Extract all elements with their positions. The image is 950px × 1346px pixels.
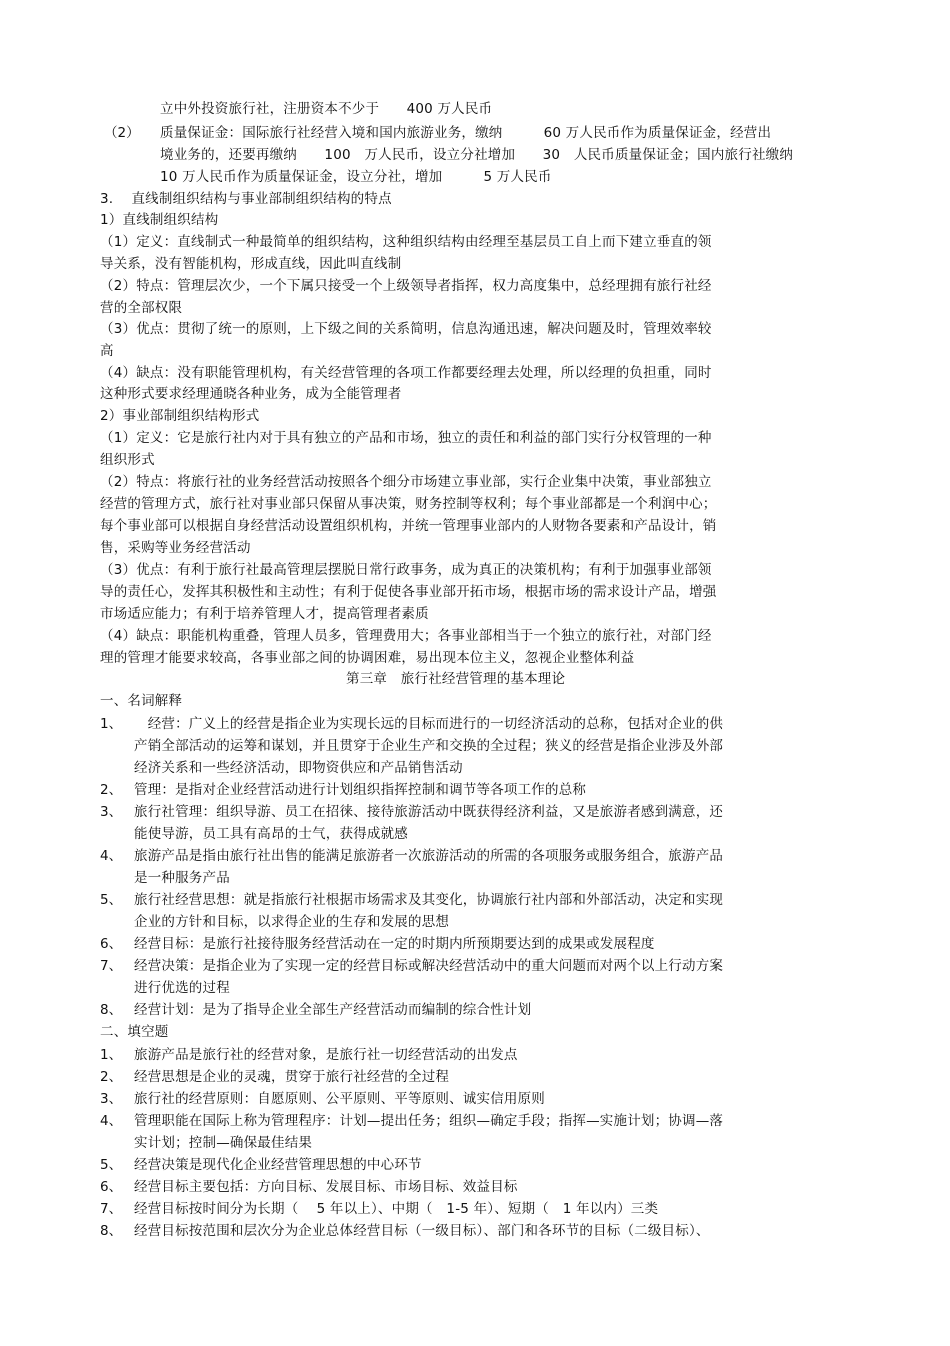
text-line: （1）定义：它是旅行社内对于具有独立的产品和市场，独立的责任和利益的部门实行分权管理的一种	[100, 430, 712, 446]
text-line: 组织形式	[100, 452, 155, 468]
text-line: 10 万人民币作为质量保证金，设立分社，增加 5 万人民币	[160, 169, 552, 185]
text-line: 营的全部权限	[100, 300, 183, 316]
text-line: 经营决策是现代化企业经营管理思想的中心环节	[134, 1157, 422, 1173]
text-line: 是一种服务产品	[134, 870, 230, 886]
text-line: 实计划；控制—确保最佳结果	[134, 1135, 313, 1151]
text-line: 旅行社管理：组织导游、员工在招徕、接待旅游活动中既获得经济利益，又是旅游者感到满意，还	[134, 804, 724, 820]
text-line: 经济关系和一些经济活动，即物资供应和产品销售活动	[134, 760, 463, 776]
text-line: 导关系，没有智能机构，形成直线，因此叫直线制	[100, 256, 402, 272]
text-line: （3）优点：有利于旅行社最高管理层摆脱日常行政事务，成为真正的决策机构；有利于加强事业部领	[100, 562, 712, 578]
text-line: 理的管理才能要求较高，各事业部之间的协调困难，易出现本位主义，忽视企业整体利益	[100, 650, 635, 666]
text-line: 市场适应能力；有利于培养管理人才，提高管理者素质	[100, 606, 429, 622]
item-number: 7、	[100, 1201, 123, 1217]
item-number: 2、	[100, 1069, 123, 1085]
text-line: 经营决策：是指企业为了实现一定的经营目标或解决经营活动中的重大问题而对两个以上行动方案	[134, 958, 724, 974]
text-line: 经营目标主要包括：方向目标、发展目标、市场目标、效益目标	[134, 1179, 518, 1195]
item-number: 5、	[100, 892, 123, 908]
text-line: 经营的管理方式，旅行社对事业部只保留从事决策，财务控制等权利；每个事业部都是一个利润中心；	[100, 496, 717, 512]
text-line: 旅游产品是旅行社的经营对象，是旅行社一切经营活动的出发点	[134, 1047, 518, 1063]
part-heading: 二、填空题	[100, 1024, 169, 1040]
text-line: 经营计划：是为了指导企业全部生产经营活动而编制的综合性计划	[134, 1002, 532, 1018]
chapter-title: 第三章 旅行社经营管理的基本理论	[346, 671, 566, 687]
item-number: 6、	[100, 1179, 123, 1195]
text-line: 导的责任心，发挥其积极性和主动性；有利于促使各事业部开拓市场，根据市场的需求设计产品，增强	[100, 584, 717, 600]
section-heading: 3. 直线制组织结构与事业部制组织结构的特点	[100, 191, 392, 207]
text-line: 经营思想是企业的灵魂，贯穿于旅行社经营的全过程	[134, 1069, 450, 1085]
text-line: 能使导游，员工具有高昂的士气，获得成就感	[134, 826, 408, 842]
item-number: 4、	[100, 1113, 123, 1129]
text-line: （2）特点：将旅行社的业务经营活动按照各个细分市场建立事业部，实行企业集中决策，事业部独立	[100, 474, 712, 490]
item-number: 2、	[100, 782, 123, 798]
item-number: 8、	[100, 1223, 123, 1239]
text-line: 管理：是指对企业经营活动进行计划组织指挥控制和调节等各项工作的总称	[134, 782, 587, 798]
text-line: （1）定义：直线制式一种最简单的组织结构，这种组织结构由经理至基层员工自上而下建立垂直的领	[100, 234, 712, 250]
part-heading: 一、名词解释	[100, 693, 183, 709]
item-number: 6、	[100, 936, 123, 952]
text-line: 经营目标：是旅行社接待服务经营活动在一定的时期内所预期要达到的成果或发展程度	[134, 936, 655, 952]
item-number: 7、	[100, 958, 123, 974]
text-line: 产销全部活动的运筹和谋划，并且贯穿于企业生产和交换的全过程；狭义的经营是指企业涉及外部	[134, 738, 724, 754]
text-line: 质量保证金：国际旅行社经营入境和国内旅游业务，缴纳 60 万人民币作为质量保证金，经营出	[160, 125, 772, 141]
text-line: 旅游产品是指由旅行社出售的能满足旅游者一次旅游活动的所需的各项服务或服务组合，旅游产品	[134, 848, 724, 864]
subsection-heading: 1）直线制组织结构	[100, 212, 219, 228]
item-number: 1、	[100, 716, 123, 732]
item-number: 3、	[100, 1091, 123, 1107]
text-line: 每个事业部可以根据自身经营活动设置组织机构，并统一管理事业部内的人财物各要素和产品设计，销	[100, 518, 717, 534]
text-line: 经营：广义上的经营是指企业为实现长远的目标而进行的一切经济活动的总称，包括对企业的供	[134, 716, 724, 732]
text-line: （3）优点：贯彻了统一的原则，上下级之间的关系简明，信息沟通迅速，解决问题及时，管理效率较	[100, 321, 712, 337]
text-line: 进行优选的过程	[134, 980, 230, 996]
text-line: 高	[100, 343, 114, 359]
text-line: 经营目标按时间分为长期（ 5 年以上）、中期（ 1-5 年）、短期（ 1 年以内）三类	[134, 1201, 659, 1217]
item-number: 4、	[100, 848, 123, 864]
text-line: 旅行社的经营原则：自愿原则、公平原则、平等原则、诚实信用原则	[134, 1091, 545, 1107]
text-line: 经营目标按范围和层次分为企业总体经营目标（一级目标）、部门和各环节的目标（二级目标）、	[134, 1223, 710, 1239]
item-number: （2）	[104, 125, 140, 141]
text-line: 企业的方针和目标，以求得企业的生存和发展的思想	[134, 914, 450, 930]
subsection-heading: 2）事业部制组织结构形式	[100, 408, 260, 424]
item-number: 1、	[100, 1047, 123, 1063]
text-line: 旅行社经营思想：就是指旅行社根据市场需求及其变化，协调旅行社内部和外部活动，决定和实现	[134, 892, 724, 908]
text-line: 立中外投资旅行社，注册资本不少于 400 万人民币	[160, 101, 493, 117]
text-line: 境业务的，还要再缴纳 100 万人民币，设立分社增加 30 人民币质量保证金；国内旅行社缴纳	[160, 147, 794, 163]
text-line: （4）缺点：职能机构重叠，管理人员多，管理费用大；各事业部相当于一个独立的旅行社，对部门经	[100, 628, 712, 644]
item-number: 5、	[100, 1157, 123, 1173]
text-line: （2）特点：管理层次少，一个下属只接受一个上级领导者指挥，权力高度集中，总经理拥有旅行社经	[100, 278, 712, 294]
item-number: 3、	[100, 804, 123, 820]
text-line: 售，采购等业务经营活动	[100, 540, 251, 556]
text-line: 管理职能在国际上称为管理程序：计划—提出任务；组织—确定手段；指挥—实施计划；协调—落	[134, 1113, 724, 1129]
text-line: （4）缺点：没有职能管理机构，有关经营管理的各项工作都要经理去处理，所以经理的负担重，同时	[100, 365, 712, 381]
text-line: 这种形式要求经理通晓各种业务，成为全能管理者	[100, 386, 402, 402]
item-number: 8、	[100, 1002, 123, 1018]
